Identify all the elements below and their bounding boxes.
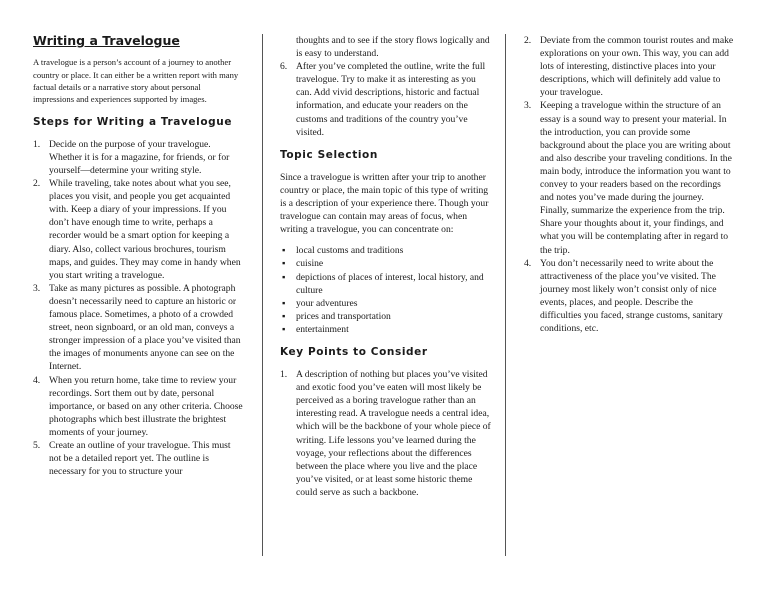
column-1 [33,34,243,486]
steps-list-continued [280,60,492,139]
key-point-item: 2. Deviate from the common tourist routes and make explorations on your own. This way, you can add lots of interesting, distinctive places into your descriptions, which will definitely add value to your travelogue. [524,35,734,99]
topic-selection-heading: Topic Selection [280,148,378,161]
topic-item: ▪ prices and transportation [282,310,391,322]
key-point-item: 4. You don’t necessarily need to write about the attractiveness of the place you’ve visited. The journey most likely won’t consist only of nice events, places, and people. Describe the difficulties you faced, strange customs, sanitary conditions, etc. [524,257,723,335]
steps-list [33,138,243,478]
topic-item: ▪ local customs and traditions [282,245,404,257]
topics-list [280,244,492,336]
step-item: 6. After you’ve completed the outline, write the full travelogue. Try to make it as interesting as you can. Add vivid descriptions, historic and factual information, and educate your readers on the customs and traditions of the country you’ve visited. [280,61,486,138]
topic-item: ▪ depictions of places of interest, local history, and culture [282,271,484,296]
topic-item: ▪ your adventures [282,297,358,309]
column-divider [262,34,263,556]
topic-paragraph: Since a travelogue is written after your trip to another country or place, the main topic of this type of writing is a description of your experience there. Though your travelogue can contain may areas of focus, when writing a travelogue, you can concentrate on: [280,171,489,236]
column-3 [524,34,734,343]
key-points-heading: Key Points to Consider [280,345,428,358]
step-item: 1. Decide on the purpose of your travelogue. Whether it is for a magazine, for friends, or for yourself—determine your writing style. [33,138,230,176]
key-point-item: 1. A description of nothing but places you’ve visited and exotic food you’ve eaten will most likely be perceived as a boring travelogue rather than an interesting read. A travelogue needs a central idea, which will be the backbone of your whole piece of writing. Life lessons you’ve learned during the voyage, your reflections about the differences between the place where you live and the place you’ve visited, or at least some historic theme could serve as such a backbone. [280,369,491,498]
page-title: Writing a Travelogue [33,33,180,48]
intro-paragraph: A travelogue is a person’s account of a journey to another country or place. It can either be a written report with many factual details or a narrative story about personal impressions and experiences supported by images. [33,57,239,105]
key-point-item: 3. Keeping a travelogue within the structure of an essay is a sound way to present your material. In the introduction, you can provide some background about the place you are writing about and also describe your traveling conditions. In the main body, introduce the information you want to convey to your readers based on the recordings and notes you’ve made during the journey. Finally, summarize the experience from the trip. Share your thoughts about it, your findings, and what you will be contemplating after in regard to the trip. [524,100,732,256]
column-2 [280,34,492,507]
topic-item: ▪ entertainment [282,323,349,335]
topic-item: ▪ cuisine [282,258,324,270]
step-item: 5. Create an outline of your travelogue. This must not be a detailed report yet. The outline is necessary for you to structure your [33,439,231,478]
key-points-list [280,368,492,499]
step-item: 3. Take as many pictures as possible. A photograph doesn’t necessarily need to capture an historic or famous place. Sometimes, a photo of a crowded street, neon signboard, or an old man, conveys a stronger impression of a place you’ve visited than the images of monuments anyone can see on the Internet. [33,282,241,373]
step-item: 4. When you return home, take time to review your recordings. Sort them out by date, personal importance, or based on any other criteria. Choose photographs which best illustrate the brightest moments of your journey. [33,374,243,438]
steps-heading: Steps for Writing a Travelogue [33,115,233,128]
key-points-list-continued [524,34,734,335]
step-continuation: thoughts and to see if the story flows logically and is easy to understand. [296,35,490,60]
step-item: 2. While traveling, take notes about what you see, places you visit, and people you get acquainted with. Keep a diary of your impressions. If you don’t have enough time to write, perhaps a recorder would be a smart option for keeping a diary. Also, collect various brochures, tourism maps, and guides. They may come in handy when you start writing a travelogue. [33,178,241,281]
column-divider [505,34,506,556]
